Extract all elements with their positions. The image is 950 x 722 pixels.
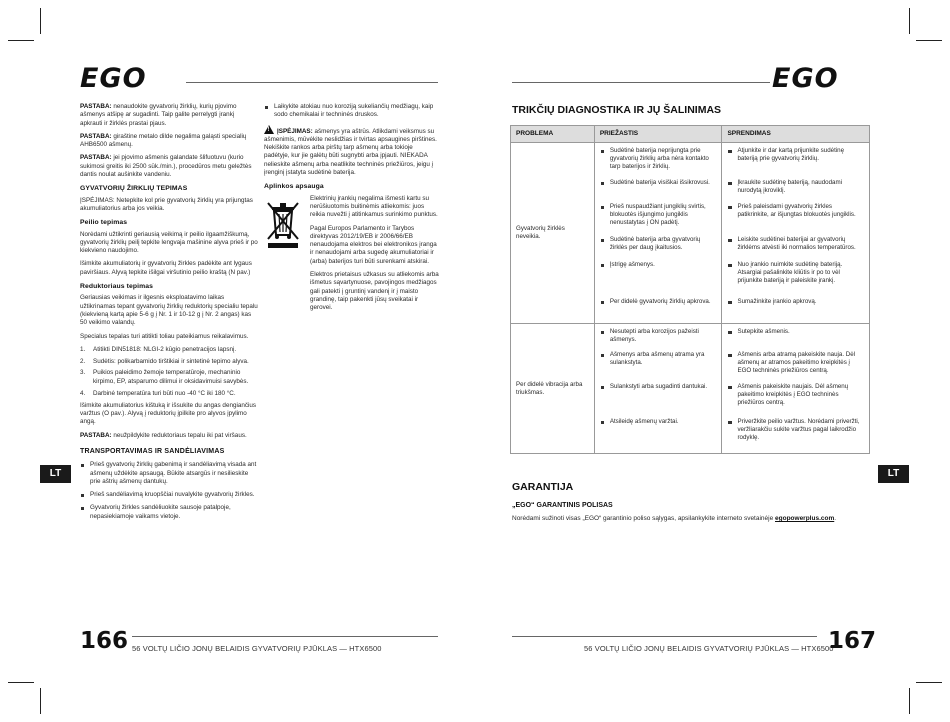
- crop-mark: [916, 682, 942, 683]
- list-item: 3. Puikios paleidimo žemoje temperatūroje, mechaninio kirpimo, EP, atsparumo dilimui ir oksidavimuisi savybės.: [80, 369, 249, 385]
- crop-mark: [909, 688, 910, 714]
- note-4: PASTABA: neužpildykite reduktoriaus tepalu iki pat viršaus.: [80, 431, 247, 439]
- footer-rule-left: [132, 636, 438, 637]
- heading-gear-lubrication: Reduktoriaus tepimas: [80, 283, 154, 291]
- solution-item: Įkraukite sudėtinę bateriją, naudodami nurodytą įkroviklį.: [727, 179, 864, 203]
- list-item: Prieš gyvatvorių žirklių gabenimą ir sandėliavimą visada ant ašmenų uždėkite apsaugą. Būkite atsargūs ir nesilieskite prie aštrių ašmenų dantukų.: [80, 461, 258, 486]
- heading-transport: TRANSPORTAVIMAS IR SANDĖLIAVIMAS: [80, 448, 225, 455]
- list-item: Laikykite atokiau nuo koroziją sukeliančių medžiagų, kaip sodo chemikalai ir techninės druskos.: [264, 103, 440, 120]
- footer-rule-right: [512, 636, 817, 637]
- crop-mark: [8, 682, 34, 683]
- cause-item: Sudėtinė baterija arba gyvatvorių žirklės per daug įkaitusios.: [600, 236, 717, 261]
- table-row: [511, 324, 870, 454]
- crop-mark: [916, 40, 942, 41]
- solution-cell: [722, 143, 870, 324]
- gear-text-2: Specialus tepalas turi atitikti toliau pateikiamus reikalavimus.: [80, 332, 249, 340]
- env-text-1: Elektrinių įrankių negalima išmesti kartu su nerūšiuotomis buitinėmis atliekomis: juos reikia nuvežti į atitinkamus surinkimo punktus.: [310, 194, 438, 219]
- cause-item: Sulankstyti arba sugadinti dantukai.: [600, 383, 717, 418]
- troubleshooting-table: [510, 125, 870, 454]
- warranty-subtitle: „EGO“ GARANTINIS POLISAS: [512, 502, 613, 509]
- cause-item: Sudėtinė baterija visiškai išsikrovusi.: [600, 179, 717, 203]
- crop-mark: [40, 8, 41, 34]
- list-item: 2. Sudėtis: polikarbamido tirštikiai ir sintetinė tepimo alyva.: [80, 357, 249, 365]
- footer-left: 56 VOLTŲ LIČIO JONŲ BELAIDIS GYVATVORIŲ PJŪKLAS — HTX6500: [132, 644, 382, 653]
- cause-item: Įstrigę ašmenys.: [600, 261, 717, 298]
- list-item: 1. Atitikti DIN51818: NLGI-2 kūgio penetracijos lapsnį.: [80, 345, 237, 353]
- solution-item: Priveržkite peilio varžtus. Norėdami priveržti, veržliarakčiu sukite varžtus pagal laikrodžio rodyklę.: [727, 418, 864, 444]
- solution-cell: [722, 324, 870, 454]
- crop-mark: [909, 8, 910, 34]
- blade-warning: ! ĮSPĖJIMAS: ašmenys yra aštrūs. Atlikdami veiksmus su ašmenimis, mūvėkite neslidžias ir tvirtas apsaugines pirštines. Nekiškite rankos arba pirštų tarp ašmenų arba tokioje padėtyje, kur jie galėtų būti sugnybti arba įpjauti. NIEKADA nelieskite ašmenų arba neatlikite techninės priežiūros, jeigu į įrenginį įstatyta sudėtinė baterija.: [264, 126, 437, 177]
- solution-item: Atjunkite ir dar kartą prijunkite sudėtinę bateriją prie gyvatvorių žirklių.: [727, 147, 864, 179]
- header-rule-left: [186, 82, 438, 83]
- cause-item: Ašmenys arba ašmenų atrama yra sulankstyta.: [600, 351, 717, 383]
- note-1: PASTABA: nenaudokite gyvatvorių žirklių, kurių pjovimo ašmenys atšipę ar sugadinti. Taip galite perrelygti įrankį apkrauti ir žirklės prastai pjaus.: [80, 103, 237, 127]
- problem-cell: Per didelė vibracija arba triukšmas.: [511, 324, 595, 454]
- heading-maintenance: GYVATVORIŲ ŽIRKLIŲ TEPIMAS: [80, 185, 188, 193]
- cause-item: Prieš nuspaudžiant jungiklių svirtis, blokuotės išjungimo jungiklis nenustatytas į ON padėtį.: [600, 203, 717, 236]
- warranty-link[interactable]: egopowerplus.com: [775, 515, 835, 522]
- gear-text-1: Geriausias veikimas ir ilgesnis eksploatavimo laikas užtikrinamas tepant gyvatvorių žirklių reduktorių specialiu tepalu (kiekvieną kartą apie 5-6 g į Nr. 1 ir 10-12 g į Nr. 2 angas) kas 50 veikimo valandų.: [80, 294, 258, 327]
- heading-blade-lubrication: Peilio tepimas: [80, 219, 128, 227]
- solution-item: Prieš paleisdami gyvatvorių žirkles patikrinkite, ar išjungtas blokuotės jungiklis.: [727, 203, 864, 236]
- left-column-2: [264, 103, 440, 318]
- crossed-out-bin-icon: [264, 197, 304, 249]
- ego-logo-right: EGO: [772, 63, 839, 94]
- warranty-text: Norėdami sužinoti visas „EGO“ garantinio poliso sąlygas, apsilankykite interneto svetainėje egopowerplus.com.: [512, 515, 837, 522]
- maintenance-warning: ĮSPĖJIMAS: Netepkite kol prie gyvatvorių žirklių yra prijungtas akumuliatorius arba jos veikia.: [80, 196, 253, 212]
- problem-cell: Gyvatvorių žirklės neveikia.: [511, 143, 595, 324]
- blade-text-2: Išimkite akumuliatorių ir gyvatvorių žirkles padėkite ant lygaus paviršiaus. Alyvą tepkite išilgai viršutinio peilio kraštą (N pav.): [80, 260, 252, 276]
- environment-block: [264, 195, 440, 313]
- header-cause: PRIEŽASTIS: [594, 126, 722, 143]
- ego-logo-left: EGO: [80, 63, 147, 94]
- cause-item: Sudėtinė baterija neprijungta prie gyvatvorių žirklių arba nėra kontakto tarp baterijos ir žirklių.: [600, 147, 717, 179]
- solution-item: Sumažinkite įrankio apkrovą.: [727, 298, 864, 314]
- spec-list: [80, 346, 258, 398]
- list-item: Gyvatvorių žirkles sandėliuokite sausoje patalpoje, nepasiekiamoje vaikams vietoje.: [80, 504, 258, 521]
- page-number-right: 167: [828, 628, 877, 654]
- cause-cell: [594, 143, 722, 324]
- env-text-2: Pagal Europos Parlamento ir Tarybos direktyvas 2012/19/EB ir 2006/66/EB nenaudojama elektros bei elektronikos įranga ir nenaudojami arba sugedę akumuliatoriai ir (arba) baterijos turi būti surenkami atskirai.: [310, 224, 437, 265]
- header-rule-right: [512, 82, 770, 83]
- heading-environment: Aplinkos apsauga: [264, 183, 324, 191]
- crop-mark: [8, 40, 34, 41]
- troubleshooting-title: TRIKČIŲ DIAGNOSTIKA IR JŲ ŠALINIMAS: [512, 104, 722, 116]
- table-row: [511, 143, 870, 324]
- page-number-left: 166: [80, 628, 129, 654]
- gear-text-3: Išimkite akumuliatorius kištuką ir išsukite du angas dengiančius varžtus (O pav.). Alyvą į reduktorių įpilkite pro alyvos įpylimo angą.: [80, 401, 257, 426]
- list-item: Prieš sandėliavimą kruopščiai nuvalykite gyvatvorių žirkles.: [80, 491, 258, 499]
- solution-item: Ašmenis arba atramą pakeiskite naujа. Dėl ašmenų ar atramos pakeitimo kreipkitės į EGO techninės priežiūros centrą.: [727, 351, 864, 383]
- env-text-3: Elektros prietaisus užkasus su atliekomis arba išmetus sąvartynuose, pavojingos medžiagos gali patekti į gruntinį vandenį ir į maisto grandinę, taip pakenkti jūsų sveikatai ir gerovei.: [310, 271, 439, 312]
- cause-cell: [594, 324, 722, 454]
- language-tab-right: LT: [878, 465, 909, 483]
- solution-item: Ašmenis pakeiskite naujais. Dėl ašmenų pakeitimo kreipkitės į EGO techninės priežiūros centrą.: [727, 383, 864, 418]
- warranty-title: GARANTIJA: [512, 481, 574, 493]
- note-2: PASTABA: giraštine metalo dilde negalima galąsti specialių AHB6500 ašmenų.: [80, 132, 247, 149]
- cause-item: Atsileidę ašmenų varžtai.: [600, 418, 717, 444]
- transport-list: [80, 461, 258, 521]
- cause-item: Nesutepti arba korozijos pažeisti ašmenys.: [600, 328, 717, 351]
- solution-item: Nuo įrankio nuimkite sudėtinę bateriją. Atsargiai pašalinkite kliūtis ir po to vėl prijunkite bateriją ir paleiskite įrankį.: [727, 261, 864, 298]
- warning-icon: !: [264, 125, 274, 134]
- crop-mark: [40, 688, 41, 714]
- footer-right: 56 VOLTŲ LIČIO JONŲ BELAIDIS GYVATVORIŲ PJŪKLAS — HTX6500: [584, 644, 834, 653]
- storage-list: [264, 103, 440, 120]
- list-item: 4. Darbinė temperatūra turi būti nuo -40 °C iki 180 °C.: [80, 389, 236, 397]
- note-3: PASTABA: jei pjovimo ašmenis galandate šlifuotuvu (kurio sukimosi greitis iki 2500 sūk./min.), procedūros metu geležtės dantis noulat aušinkite vandeniu.: [80, 154, 252, 179]
- language-tab-left: LT: [40, 465, 71, 483]
- solution-item: Leiskite sudėtinei baterijai ar gyvatvorių žirklėms atvėsti iki normalios temperatūros.: [727, 236, 864, 261]
- header-solution: SPRENDIMAS: [722, 126, 870, 143]
- header-problem: PROBLEMA: [511, 126, 595, 143]
- cause-item: Per didelė gyvatvorių žirklių apkrova.: [600, 298, 717, 314]
- left-column-1: [80, 103, 258, 526]
- blade-text-1: Norėdami užtikrinti geriausią veikimą ir peilio ilgaamžiškumą, gyvatvorių žirklių peilį tepkite lengvaja mašinine alyva prieš ir po kiekvieno naudojimo.: [80, 230, 258, 255]
- table-header-row: [511, 126, 870, 143]
- solution-item: Sutepkite ašmenis.: [727, 328, 864, 351]
